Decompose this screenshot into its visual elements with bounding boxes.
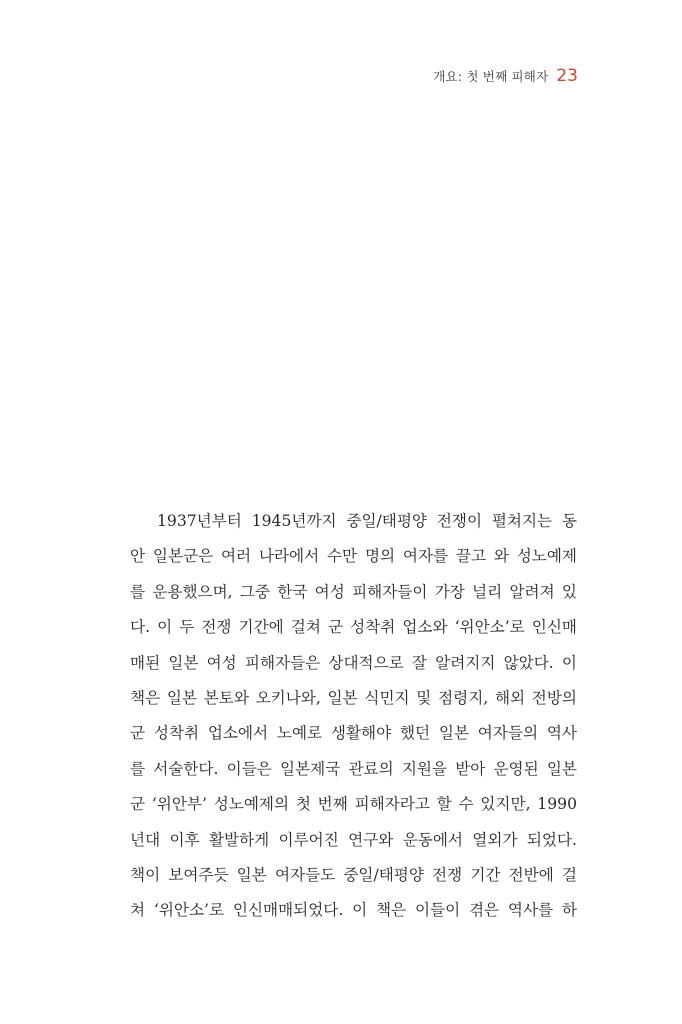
- text-line: 군 ‘위안부’ 성노예제의 첫 번째 피해자라고 할 수 있지만, 1990: [130, 795, 577, 814]
- running-header: [433, 66, 578, 86]
- page-number: 23: [556, 66, 578, 86]
- text-line: 군 성착취 업소에서 노예로 생활해야 했던 일본 여자들의 역사: [130, 724, 577, 743]
- text-line: 년대 이후 활발하게 이루어진 연구와 운동에서 열외가 되었다.: [130, 830, 577, 849]
- running-title: 개요: 첫 번째 피해자: [433, 69, 549, 84]
- text-line: 다. 이 두 전쟁 기간에 걸쳐 군 성착취 업소와 ‘위안소’로 인신매: [130, 618, 577, 637]
- text-line: 를 서술한다. 이들은 일본제국 관료의 지원을 받아 운영된 일본: [130, 759, 577, 778]
- text-line: 안 일본군은 여러 나라에서 수만 명의 여자를 끌고 와 성노예제: [130, 547, 577, 566]
- text-line: 책이 보여주듯 일본 여자들도 중일/태평양 전쟁 기간 전반에 걸: [130, 865, 577, 884]
- text-line: 책은 일본 본토와 오키나와, 일본 식민지 및 점령지, 해외 전방의: [130, 688, 577, 707]
- text-line: 를 운용했으며, 그중 한국 여성 피해자들이 가장 널리 알려져 있: [130, 582, 577, 601]
- text-line: 1937년부터 1945년까지 중일/태평양 전쟁이 펼쳐지는 동: [157, 512, 577, 530]
- text-line: 쳐 ‘위안소’로 인신매매되었다. 이 책은 이들이 겪은 역사를 하: [130, 901, 577, 920]
- body-paragraph: [130, 504, 577, 929]
- text-line: 매된 일본 여성 피해자들은 상대적으로 잘 알려지지 않았다. 이: [130, 653, 577, 672]
